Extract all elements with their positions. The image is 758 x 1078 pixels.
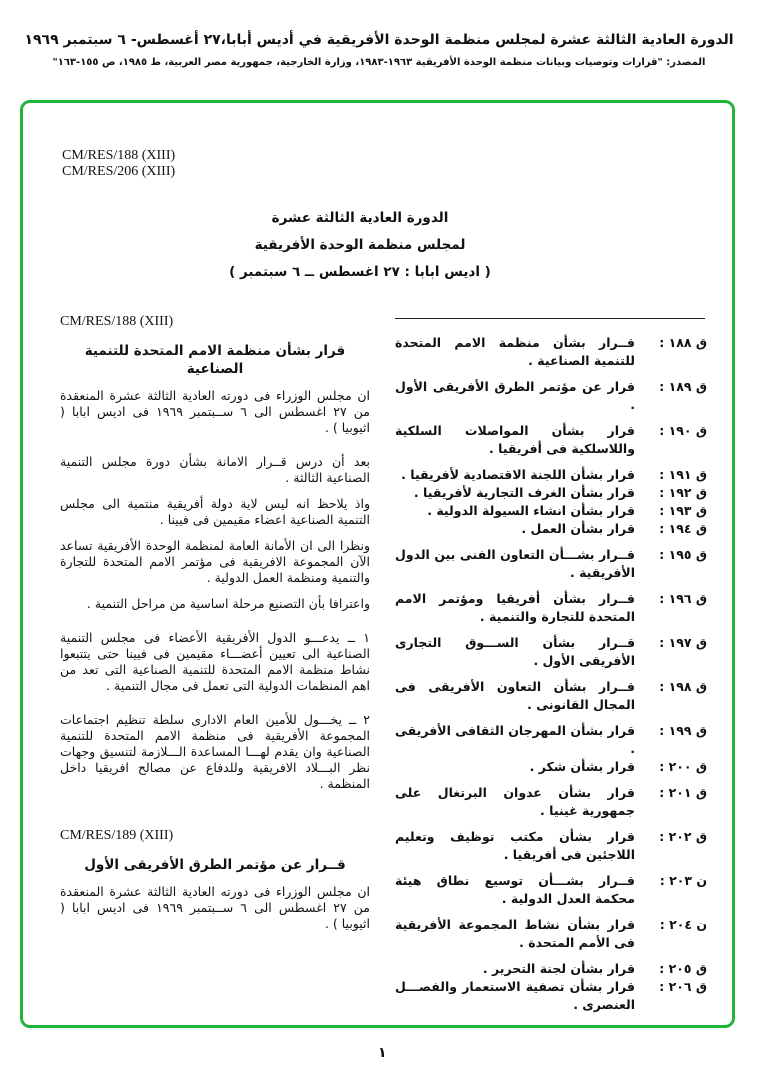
index-item xyxy=(395,960,707,978)
index-item xyxy=(395,484,707,502)
resolution-code-first: CM/RES/188 (XIII) xyxy=(62,148,176,163)
index-item-text: قــرار بشأن منظمة الامم المتحدة للتنمية الصناعية . xyxy=(395,335,635,368)
index-item-text: قرار بشأن العمل . xyxy=(521,521,635,536)
index-item xyxy=(395,520,707,538)
resolution-code-last: CM/RES/206 (XIII) xyxy=(62,164,176,179)
index-item-text: قرار بشأن تصفية الاستعمار والفصـــل العنصرى . xyxy=(395,979,635,1012)
index-item-number: ن ٢٠٤ : xyxy=(659,917,707,932)
session-line-3: ( اديس ابابا : ٢٧ اغسطس ــ ٦ سبتمبر ) xyxy=(229,264,491,280)
document-header-title: الدورة العادية الثالثة عشرة لمجلس منظمة الوحدة الأفريقية في أديس أبابا،٢٧ أغسطس- ٦ سبتمبر ١٩٦٩ xyxy=(24,32,734,48)
index-item-text: قرار بشأن لجنة التحرير . xyxy=(482,961,635,976)
index-item xyxy=(395,722,707,758)
index-item xyxy=(395,872,707,908)
index-item-text: قرار بشأن مكتب توظيف وتعليم اللاجئين فى أفريقيا . xyxy=(395,829,635,862)
index-item xyxy=(395,978,707,1014)
index-item-number: ن ٢٠٣ : xyxy=(659,873,707,888)
index-item-number: ق ١٩٥ : xyxy=(659,547,707,562)
res189-code: CM/RES/189 (XIII) xyxy=(60,828,174,843)
index-item-number: ق ١٩٨ : xyxy=(659,679,707,694)
index-item-text: قــرار بشأن الســـوق التجارى الأفريقى الأول . xyxy=(395,635,635,668)
index-item-number: ق ١٨٨ : xyxy=(659,335,707,350)
document-source: المصدر: "قرارات وتوصيات وبيانات منظمة الوحدة الأفريقية ١٩٦٣-١٩٨٣، وزارة الخارجية، جمهورية مصر العربية، ط ١٩٨٥، ص ١٥٥-١٦٣" xyxy=(52,57,706,68)
index-item-number: ق ١٨٩ : xyxy=(659,379,707,394)
index-item xyxy=(395,502,707,520)
session-line-2: لمجلس منظمة الوحدة الأفريقية xyxy=(254,237,466,253)
res188-paragraph: ان مجلس الوزراء فى دورته العادية الثالثة عشرة المنعقدة من ٢٧ اغسطس الى ٦ ســبتمبر ١٩٦٩ فى اديس ابابا ( اثيوبيا ) . xyxy=(60,388,370,435)
index-item-number: ق ٢٠٠ : xyxy=(659,759,707,774)
resolution-index xyxy=(395,334,707,1014)
index-item xyxy=(395,784,707,820)
index-item xyxy=(395,590,707,626)
index-item-text: قــرار بشأن التعاون الأفريقى فى المجال القانونى . xyxy=(395,679,635,712)
res188-paragraph: واعترافا بأن التصنيع مرحلة اساسية من مراحل التنمية . xyxy=(86,596,370,611)
res188-paragraph: بعد أن درس قــرار الامانة بشأن دورة مجلس التنمية الصناعية الثالثة . xyxy=(60,454,370,485)
res188-paragraph: ونظرا الى ان الأمانة العامة لمنظمة الوحدة الأفريقية تساعد الآن المجموعة الافريقية فى مؤتمر الامم المتحدة للتجارة والتنمية ومنظمة العمل الدولية . xyxy=(60,538,370,585)
index-item-number: ق ١٩٦ : xyxy=(659,591,707,606)
res188-paragraph: واذ يلاحظ انه ليس لاية دولة أفريقية منتمية الى مجلس التنمية الصناعية اعضاء مقيمين فى فيينا . xyxy=(60,496,370,527)
res188-paragraph: ٢ ــ يخـــول للأمين العام الادارى سلطة تنظيم اجتماعات المجموعة الأفريقية فى منظمة الامم المتحدة للتنمية الصناعية وان يقدم لهـــا المساعدة الـــلازمة لتنسيق وجهات نظر البـــلاد الافريقية وللدفاع عن مصالح افريقيا داخل المنظمة . xyxy=(60,712,370,791)
index-item-number: ق ١٩٩ : xyxy=(659,723,707,738)
session-line-1: الدورة العادية الثالثة عشرة xyxy=(271,210,449,226)
index-item xyxy=(395,916,707,952)
index-item xyxy=(395,422,707,458)
index-item xyxy=(395,466,707,484)
res189-title: قــرار عن مؤتمر الطرق الأفريقى الأول xyxy=(84,857,346,873)
res188-title: قرار بشأن منظمة الامم المتحدة للتنمية الصناعية xyxy=(84,343,346,377)
index-item-text: قرار بشأن انشاء السيولة الدولية . xyxy=(427,503,635,518)
index-item-text: قرار بشأن عدوان البرتغال على جمهورية غينيا . xyxy=(395,785,635,818)
index-item-number: ق ٢٠٥ : xyxy=(659,961,707,976)
page-number: ١ xyxy=(378,1045,387,1061)
res189-paragraph: ان مجلس الوزراء فى دورته العادية الثالثة عشرة المنعقدة من ٢٧ اغسطس الى ٦ ســبتمبر ١٩٦٩ فى اديس ابابا ( اثيوبيا ) . xyxy=(60,884,370,931)
index-item-number: ق ١٩٠ : xyxy=(659,423,707,438)
divider-line xyxy=(395,318,705,319)
index-item-number: ق ١٩١ : xyxy=(659,467,707,482)
resolution-codes xyxy=(62,148,175,180)
index-item-number: ق ١٩٢ : xyxy=(659,485,707,500)
index-item-text: قــرار بشـــأن التعاون الفنى بين الدول الأفريقية . xyxy=(395,547,635,580)
index-item-text: قرار بشأن شكر . xyxy=(529,759,635,774)
section-spacer xyxy=(60,802,370,828)
index-item-number: ق ٢٠٦ : xyxy=(659,979,707,994)
res188-code: CM/RES/188 (XIII) xyxy=(60,314,174,329)
index-item xyxy=(395,678,707,714)
index-item-number: ق ٢٠١ : xyxy=(659,785,707,800)
index-item-text: قرار بشأن اللجنة الاقتصادية لأفريقيا . xyxy=(401,467,635,482)
index-item xyxy=(395,758,707,776)
index-item xyxy=(395,634,707,670)
index-item-text: قرار بشأن المواصلات السلكية واللاسلكية فى أفريقيا . xyxy=(395,423,635,456)
index-item-text: قرار بشأن المهرجان الثقافى الأفريقى . xyxy=(395,723,635,756)
session-heading xyxy=(180,208,540,289)
document-header xyxy=(24,30,734,70)
index-item xyxy=(395,334,707,370)
index-item-text: قرار بشأن الغرف التجارية لأفريقيا . xyxy=(413,485,635,500)
res188-paragraph: ١ ــ يدعـــو الدول الأفريقية الأعضاء فى مجلس التنمية الصناعية الى تعيين أعضـــاء مقيمين فى فيينا حتى يتتبعوا نشاط منظمة الامم المتحدة للتنمية الصناعية التى تعد من اهم المنظمات الدولية التى تعمل فى مجال التنمية . xyxy=(60,630,370,693)
index-item xyxy=(395,378,707,414)
index-item-text: قــرار بشأن أفريقيا ومؤتمر الامم المتحدة للتجارة والتنمية . xyxy=(395,591,635,624)
index-item-text: قــرار بشـــأن توسيع نطاق هيئة محكمة العدل الدولية . xyxy=(395,873,635,906)
index-item-number: ق ١٩٣ : xyxy=(659,503,707,518)
index-item-number: ق ١٩٧ : xyxy=(659,635,707,650)
index-item-number: ق ٢٠٢ : xyxy=(659,829,707,844)
resolutions-text-column xyxy=(60,314,370,942)
index-item-number: ق ١٩٤ : xyxy=(659,521,707,536)
index-item-text: قرار عن مؤتمر الطرق الأفريقى الأول . xyxy=(395,379,635,412)
index-item-text: قرار بشأن نشاط المجموعة الأفريقية فى الأمم المتحدة . xyxy=(395,917,635,950)
index-item xyxy=(395,828,707,864)
index-item xyxy=(395,546,707,582)
